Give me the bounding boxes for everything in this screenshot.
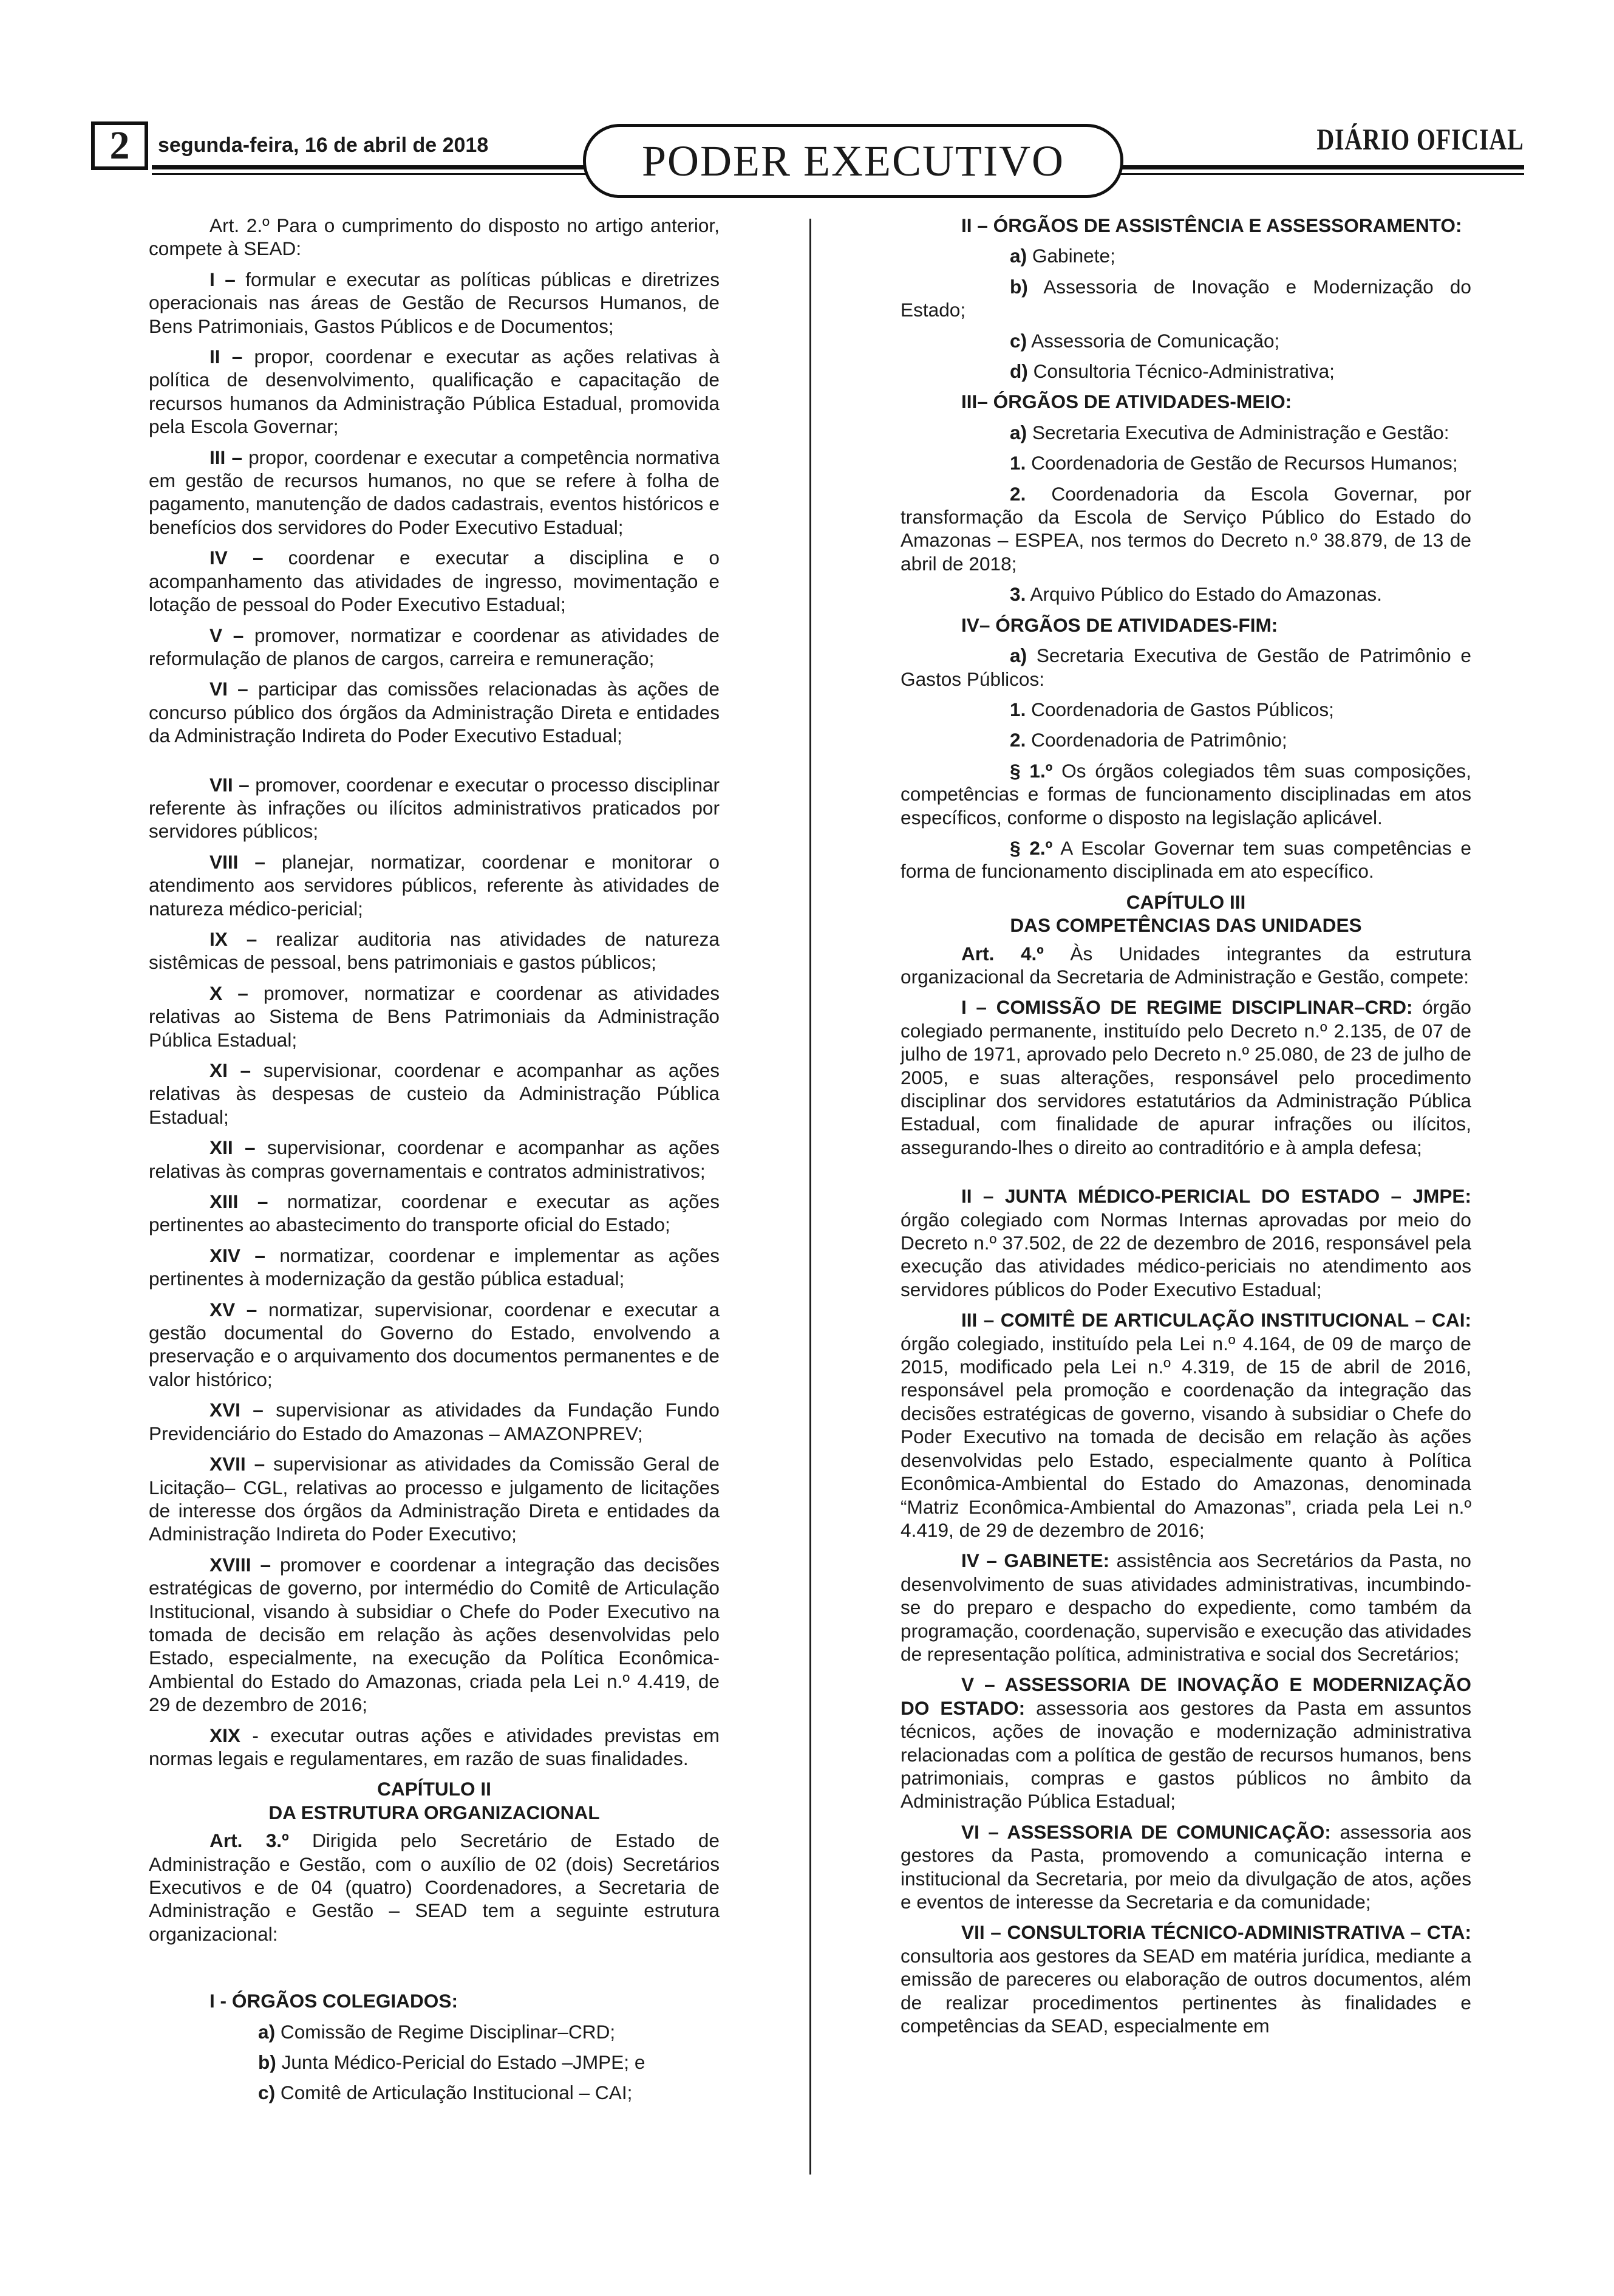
unit-ii: II – JUNTA MÉDICO-PERICIAL DO ESTADO – JMPE: órgão colegiado com Normas Internas aprovadas por meio do Decreto n.º 37.502, de 22 de dezembro de 2016, responsável pela execução das atividades médico-periciais no atendimento aos servidores públicos do Poder Executivo Estadual; bbox=[901, 1185, 1471, 1300]
item-xviii: XVIII – promover e coordenar a integração das decisões estratégicas de governo, por intermédio do Comitê de Articulação Institucional, visando à subsidiar o Chefe do Poder Executivo na tomada de decisão em relação às ações desenvolvidas pelo Estado, especialmente, na execução da Política Econômica-Ambiental do Estado do Amazonas, criada pela Lei n.º 4.419, de 29 de dezembro de 2016; bbox=[149, 1553, 720, 1716]
unit-vii: VII – CONSULTORIA TÉCNICO-ADMINISTRATIVA – CTA: consultoria aos gestores da SEAD em matéria jurídica, mediante a emissão de pareceres ou elaboração de outros documentos, além de realizar procedimentos pertinentes às finalidades e competências da SEAD, especialmente em bbox=[901, 1921, 1471, 2037]
item-ix: IX – realizar auditoria nas atividades de natureza sistêmicas de pessoal, bens patrimoniais e gastos públicos; bbox=[149, 928, 720, 974]
left-column bbox=[149, 214, 720, 2112]
org-4-a: a) Secretaria Executiva de Gestão de Patrimônio e Gastos Públicos: bbox=[901, 644, 1471, 690]
item-x: X – promover, normatizar e coordenar as atividades relativas ao Sistema de Bens Patrimoniais da Administração Pública Estadual; bbox=[149, 982, 720, 1051]
item-xiii: XIII – normatizar, coordenar e executar as ações pertinentes ao abastecimento do transporte oficial do Estado; bbox=[149, 1191, 720, 1236]
paragraph-2: § 2.º A Escolar Governar tem suas competências e forma de funcionamento disciplinada em ato específico. bbox=[901, 836, 1471, 883]
unit-iv: IV – GABINETE: assistência aos Secretários da Pasta, no desenvolvimento de suas atividades administrativas, incumbindo-se do preparo e despacho do expediente, como também da programação, coordenação, supervisão e execução das atividades de representação política, administrativa e social dos Secretários; bbox=[901, 1549, 1471, 1665]
section-banner: PODER EXECUTIVO bbox=[583, 124, 1123, 198]
item-vi: VI – participar das comissões relacionadas às ações de concurso público dos órgãos da Administração Direta e entidades da Administração Indireta do Poder Executivo Estadual; bbox=[149, 678, 720, 747]
org-1-b: b) Junta Médico-Pericial do Estado –JMPE; e bbox=[258, 2051, 645, 2074]
unit-i: I – COMISSÃO DE REGIME DISCIPLINAR–CRD: órgão colegiado permanente, instituído pelo Decreto n.º 2.135, de 07 de julho de 1971, aprovado pelo Decreto n.º 25.080, de 23 de julho de 2005, e suas alterações, responsável pelo procedimento disciplinar dos servidores estatutários da Administração Pública Estadual, com finalidade de apurar infrações ou ilícitos, assegurando-lhes o direito ao contraditório e à ampla defesa; bbox=[901, 996, 1471, 1158]
item-v: V – promover, normatizar e coordenar as atividades de reformulação de planos de cargos, carreira e remuneração; bbox=[149, 624, 720, 669]
unit-vi: VI – ASSESSORIA DE COMUNICAÇÃO: assessoria aos gestores da Pasta, promovendo a comunicação interna e institucional da Secretaria, por meio da divulgação de atos, ações e eventos de interesse da Secretaria e da comunidade; bbox=[901, 1820, 1472, 1913]
item-xii: XII – supervisionar, coordenar e acompanhar as ações relativas às compras governamentais e contratos administrativos; bbox=[149, 1136, 720, 1182]
item-xv: XV – normatizar, supervisionar, coordenar e executar a gestão documental do Governo do Estado, envolvendo a preservação e o arquivamento dos documentos permanentes e de valor histórico; bbox=[149, 1298, 720, 1390]
org-3-a1: 1. Coordenadoria de Gestão de Recursos Humanos; bbox=[1010, 452, 1458, 474]
item-xi: XI – supervisionar, coordenar e acompanhar as ações relativas às despesas de custeio da Administração Pública Estadual; bbox=[149, 1059, 720, 1128]
item-ii: II – propor, coordenar e executar as ações relativas à política de desenvolvimento, qualificação e capacitação de recursos humanos da Administração Pública Estadual, promovida pela Escola Governar; bbox=[149, 346, 720, 438]
org-group-3: III– ÓRGÃOS DE ATIVIDADES-MEIO: bbox=[961, 391, 1292, 413]
paragraph-1: § 1.º Os órgãos colegiados têm suas composições, competências e formas de funcionamento disciplinadas em atos específicos, conforme o disposto na legislação aplicável. bbox=[901, 759, 1471, 829]
right-column bbox=[901, 214, 1471, 2045]
chapter-3-heading: CAPÍTULO III DAS COMPETÊNCIAS DAS UNIDADES bbox=[1010, 890, 1362, 937]
org-2-b: b) Assessoria de Inovação e Modernização do Estado; bbox=[901, 275, 1471, 321]
issue-date: segunda-feira, 16 de abril de 2018 bbox=[158, 134, 489, 157]
org-4-a2: 2. Coordenadoria de Patrimônio; bbox=[1010, 729, 1287, 751]
org-2-c: c) Assessoria de Comunicação; bbox=[1010, 329, 1280, 352]
item-xvi: XVI – supervisionar as atividades da Fundação Fundo Previdenciário do Estado do Amazonas – AMAZONPREV; bbox=[149, 1399, 720, 1444]
org-1-a: a) Comissão de Regime Disciplinar–CRD; bbox=[258, 2020, 616, 2043]
column-divider bbox=[809, 219, 811, 2175]
item-viii: VIII – planejar, normatizar, coordenar e monitorar o atendimento aos servidores públicos, referente às atividades de natureza médico-pericial; bbox=[149, 850, 720, 920]
org-group-4: IV– ÓRGÃOS DE ATIVIDADES-FIM: bbox=[961, 613, 1278, 636]
org-3-a: a) Secretaria Executiva de Administração e Gestão: bbox=[1010, 421, 1449, 443]
item-xiv: XIV – normatizar, coordenar e implementar as ações pertinentes à modernização da gestão pública estadual; bbox=[149, 1244, 720, 1290]
item-xix: XIX - executar outras ações e atividades previstas em normas legais e regulamentares, em razão de suas finalidades. bbox=[149, 1724, 720, 1769]
page-number: 2 bbox=[91, 121, 148, 170]
org-group-2: II – ÓRGÃOS DE ASSISTÊNCIA E ASSESSORAMENTO: bbox=[961, 214, 1462, 236]
unit-v: V – ASSESSORIA DE INOVAÇÃO E MODERNIZAÇÃO DO ESTADO: assessoria aos gestores da Pasta em assuntos técnicos, ações de inovação e modernização administrativa relacionadas com a política de gestão de recursos humanos, bens patrimoniais, compras e gastos públicos no âmbito da Administração Pública Estadual; bbox=[901, 1673, 1471, 1813]
org-2-d: d) Consultoria Técnico-Administrativa; bbox=[1010, 360, 1335, 383]
org-4-a1: 1. Coordenadoria de Gastos Públicos; bbox=[1010, 698, 1334, 720]
item-i: I – formular e executar as políticas públicas e diretrizes operacionais nas áreas de Gestão de Recursos Humanos, de Bens Patrimoniais, Gastos Públicos e de Documentos; bbox=[149, 268, 720, 337]
item-xvii: XVII – supervisionar as atividades da Comissão Geral de Licitação– CGL, relativas ao processo e julgamento de licitações de interesse dos órgãos da Administração Direta e entidades da Administração Indireta do Poder Executivo; bbox=[149, 1453, 720, 1545]
article-4: Art. 4.º Às Unidades integrantes da estrutura organizacional da Secretaria de Administração e Gestão, compete: bbox=[901, 942, 1472, 988]
article-3: Art. 3.º Dirigida pelo Secretário de Estado de Administração e Gestão, com o auxílio de 02 (dois) Secretários Executivos e de 04 (quatro) Coordenadores, a Secretaria de Administração e Gestão – SEAD tem a seguinte estrutura organizacional: bbox=[149, 1830, 720, 1945]
org-group-1: I - ÓRGÃOS COLEGIADOS: bbox=[209, 1990, 458, 2012]
item-iii: III – propor, coordenar e executar a competência normativa em gestão de recursos humanos, no que se refere à folha de pagamento, manutenção de dados cadastrais, eventos históricos e benefícios dos servidores do Poder Executivo Estadual; bbox=[149, 446, 720, 538]
unit-iii: III – COMITÊ DE ARTICULAÇÃO INSTITUCIONAL – CAI: órgão colegiado, instituído pela Lei n.º 4.164, de 09 de março de 2015, modificado pela Lei n.º 4.319, de 15 de abril de 2016, responsável pela promoção e coordenação da integração das decisões estratégicas de governo, visando à subsidiar o Chefe do Poder Executivo na tomada de decisão em relação às ações desenvolvidas pelo Estado, especialmente quanto à Política Econômica-Ambiental do Estado do Amazonas, denominada “Matriz Econômica-Ambiental do Amazonas”, criada pela Lei n.º 4.419, de 29 de dezembro de 2016; bbox=[901, 1309, 1471, 1541]
org-3-a3: 3. Arquivo Público do Estado do Amazonas. bbox=[1010, 583, 1382, 606]
item-vii: VII – promover, coordenar e executar o processo disciplinar referente às infrações ou ilícitos administrativos praticados por servidores públicos; bbox=[149, 773, 720, 842]
publication-title: DIÁRIO OFICIAL bbox=[1316, 122, 1524, 156]
org-3-a2: 2. Coordenadoria da Escola Governar, por transformação da Escola de Serviço Público do Estado do Amazonas – ESPEA, nos termos do Decreto n.º 38.879, de 13 de abril de 2018; bbox=[901, 482, 1471, 575]
item-iv: IV – coordenar e executar a disciplina e o acompanhamento das atividades de ingresso, movimentação e lotação de pessoal do Poder Executivo Estadual; bbox=[149, 547, 720, 616]
org-2-a: a) Gabinete; bbox=[1010, 245, 1115, 267]
page-header bbox=[91, 115, 1524, 194]
chapter-2-heading: CAPÍTULO II DA ESTRUTURA ORGANIZACIONAL bbox=[268, 1778, 600, 1823]
org-1-c: c) Comitê de Articulação Institucional – CAI; bbox=[258, 2082, 633, 2104]
article-2: Art. 2.º Para o cumprimento do disposto no artigo anterior, compete à SEAD: bbox=[149, 214, 720, 260]
